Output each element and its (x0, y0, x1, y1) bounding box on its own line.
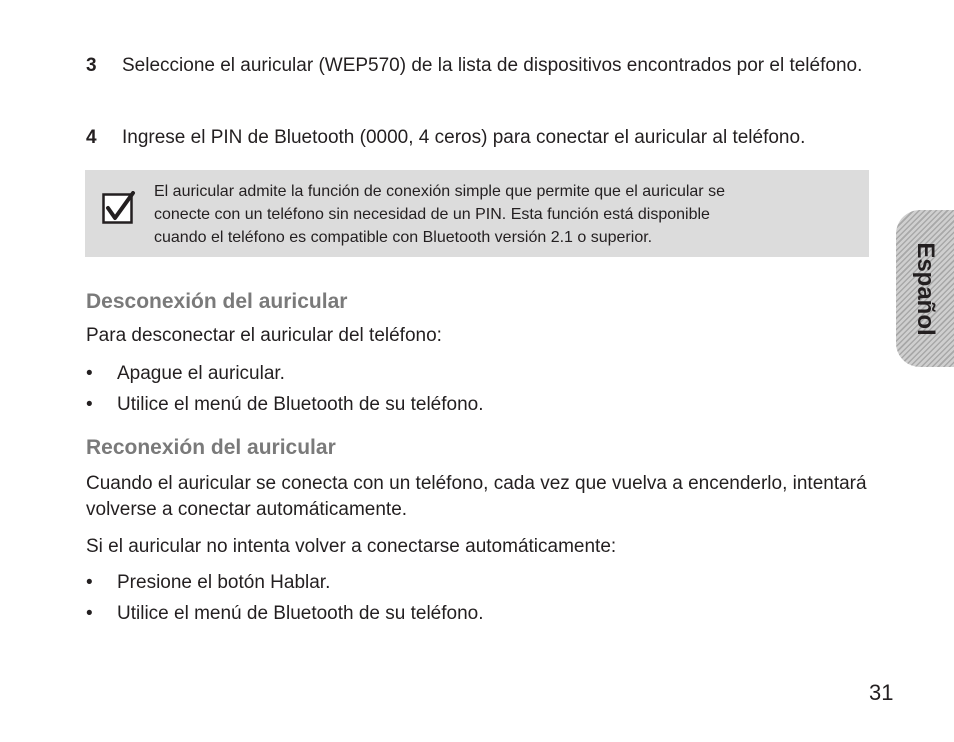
note-line: El auricular admite la función de conexión simple que permite que el auricular se (154, 183, 725, 200)
disconnect-intro: Para desconectar el auricular del teléfono: (86, 325, 442, 346)
list-item-text: Apague el auricular. (117, 363, 285, 384)
checkbox-check-icon (102, 191, 136, 225)
note-line: cuando el teléfono es compatible con Bluetooth versión 2.1 o superior. (154, 229, 653, 246)
note-box (85, 170, 869, 257)
step-text: Ingrese el PIN de Bluetooth (0000, 4 ceros) para conectar el auricular al teléfono. (122, 127, 806, 148)
list-item-text: Utilice el menú de Bluetooth de su teléfono. (117, 603, 484, 624)
list-item (86, 392, 484, 418)
bullet-icon: • (86, 572, 93, 593)
list-item-text: Presione el botón Hablar. (117, 572, 331, 593)
step-3 (86, 53, 876, 79)
language-tab-label: Español (912, 241, 939, 336)
reconnect-heading: Reconexión del auricular (86, 436, 336, 459)
note-text (154, 180, 854, 249)
reconnect-paragraph-2: Si el auricular no intenta volver a conectarse automáticamente: (86, 536, 617, 557)
reconnect-paragraph-1: Cuando el auricular se conecta con un teléfono, cada vez que vuelva a encenderlo, intentará volverse a conectar automáticamente. (86, 473, 867, 520)
language-side-tab (896, 210, 954, 367)
list-item (86, 570, 330, 596)
list-item (86, 601, 484, 627)
page-number: 31 (869, 680, 894, 705)
step-text: Seleccione el auricular (WEP570) de la lista de dispositivos encontrados por el teléfono. (122, 55, 863, 76)
step-number: 3 (86, 55, 97, 76)
bullet-icon: • (86, 394, 93, 415)
note-line: conecte con un teléfono sin necesidad de un PIN. Esta función está disponible (154, 206, 710, 223)
list-item (86, 361, 285, 387)
bullet-icon: • (86, 363, 93, 384)
bullet-icon: • (86, 603, 93, 624)
step-number: 4 (86, 127, 97, 148)
disconnect-heading: Desconexión del auricular (86, 290, 348, 313)
step-4 (86, 125, 876, 151)
list-item-text: Utilice el menú de Bluetooth de su teléfono. (117, 394, 484, 415)
